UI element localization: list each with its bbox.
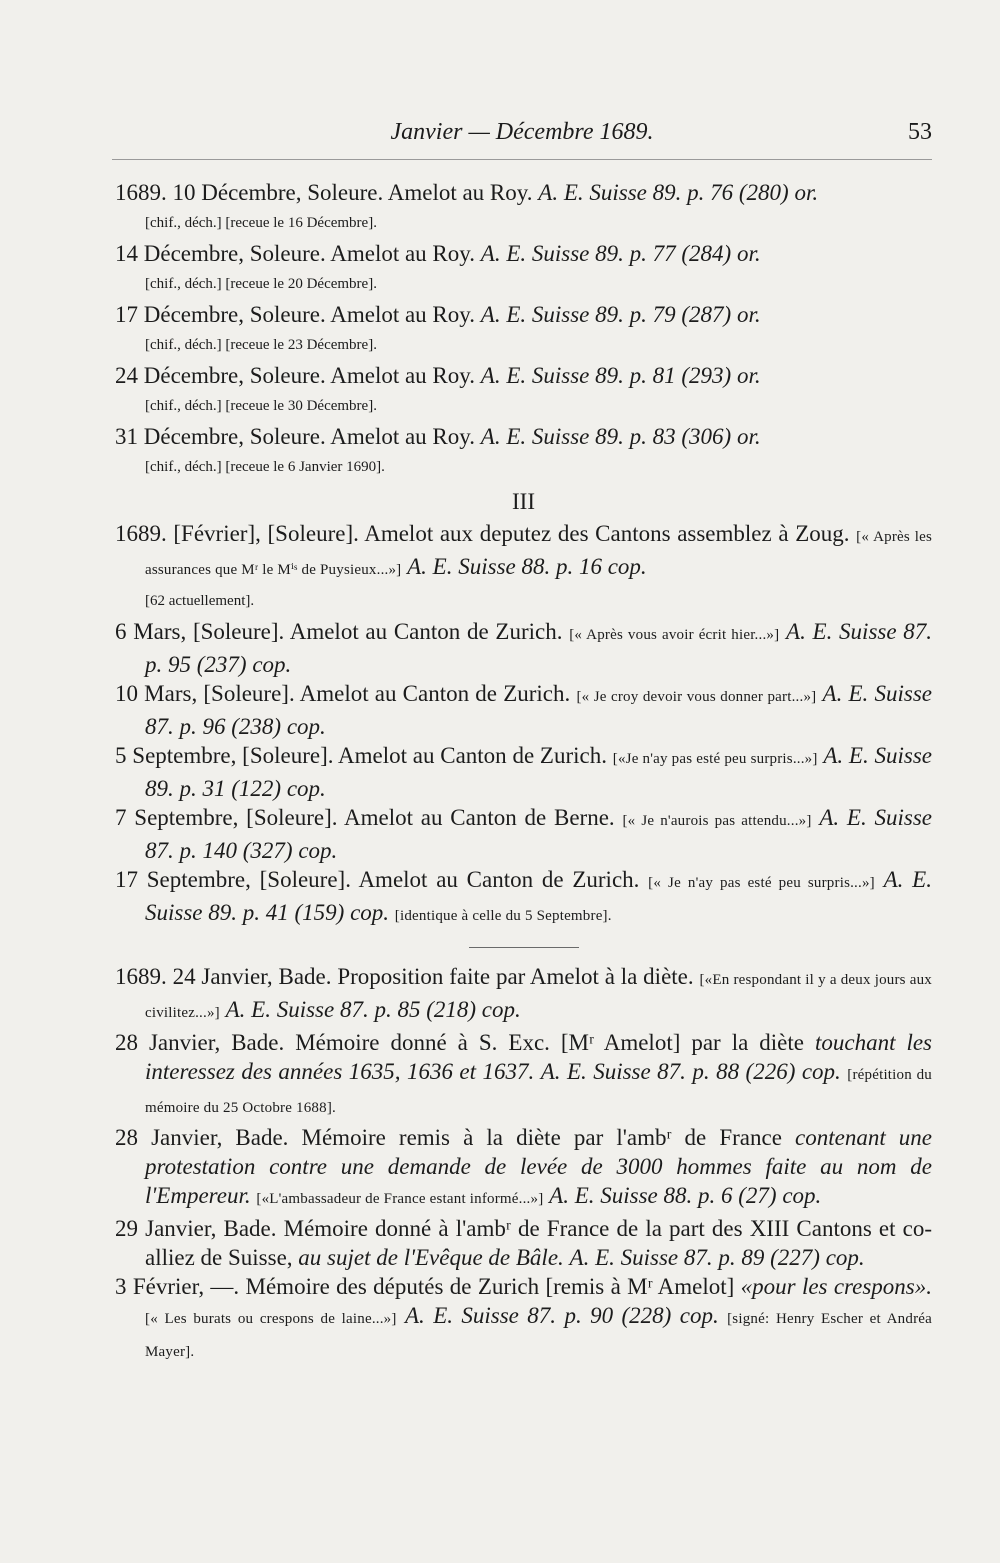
entry-ref: A. E. Suisse 89. p. 76 (280) or.	[538, 180, 819, 205]
entry-head: 29 Janvier, Bade. Mémoire donné à l'ambʳ de France de la part des XIII Cantons et co-alliez de Suisse,	[115, 1216, 932, 1270]
entry-italic: contenant une protestation contre une demande de levée de 3000 hommes faite au nom de l'Empereur.	[145, 1125, 933, 1208]
entry-head: 31 Décembre, Soleure. Amelot au Roy.	[115, 424, 476, 449]
entry-head: 17 Décembre, Soleure. Amelot au Roy.	[115, 302, 476, 327]
running-header	[112, 115, 932, 160]
entry-quote: [« Après vous avoir écrit hier...»]	[569, 627, 780, 643]
entry-head: 28 Janvier, Bade. Mémoire remis à la diète par l'ambʳ de France	[115, 1125, 782, 1150]
entry-ref: A. E. Suisse 89. p. 79 (287) or.	[480, 302, 761, 327]
entry-note: [chif., déch.] [receue le 20 Décembre].	[145, 276, 377, 292]
entry-head: 7 Septembre, [Soleure]. Amelot au Canton de Berne.	[115, 805, 615, 830]
entry-ref: A. E. Suisse 88. p. 16 cop.	[407, 554, 647, 579]
entry-quote: [« Je croy devoir vous donner part...»]	[576, 689, 817, 705]
entry-1689-09-05	[115, 741, 932, 803]
entry-italic: au sujet de l'Evêque de Bâle.	[298, 1245, 564, 1270]
entry-head: 24 Décembre, Soleure. Amelot au Roy.	[115, 363, 476, 388]
entry-head: 6 Mars, [Soleure]. Amelot au Canton de Zurich.	[115, 619, 563, 644]
entry-italic: «pour les crespons».	[740, 1274, 933, 1299]
entry-ref: A. E. Suisse 87. p. 96 (238) cop.	[145, 681, 932, 739]
entry-quote: [« Je n'aurois pas attendu...»]	[622, 813, 812, 829]
entry-ref: A. E. Suisse 89. p. 83 (306) or.	[480, 424, 761, 449]
entry-1689-12-10	[115, 178, 932, 239]
entry-1689-12-14	[115, 239, 932, 300]
entry-1689-09-07	[115, 803, 932, 865]
entry-head: 3 Février, —. Mémoire des députés de Zurich [remis à Mʳ Amelot]	[115, 1274, 735, 1299]
entry-1689-01-28b	[115, 1123, 932, 1214]
entry-note: [répétition du mémoire du 25 Octobre 1688].	[145, 1067, 933, 1116]
entry-quote: [« Les burats ou crespons de laine...»]	[145, 1311, 397, 1327]
entry-ref: A. E. Suisse 87. p. 85 (218) cop.	[225, 997, 521, 1022]
entry-head: 1689. 10 Décembre, Soleure. Amelot au Roy.	[115, 180, 533, 205]
entry-1689-12-17	[115, 300, 932, 361]
entry-quote: [« Je n'ay pas esté peu surpris...»]	[648, 875, 875, 891]
header-title: Janvier — Décembre 1689.	[390, 119, 654, 145]
entry-1689-09-17	[115, 865, 932, 931]
entry-ref: A. E. Suisse 87. p. 90 (228) cop.	[404, 1303, 719, 1328]
entry-head: 14 Décembre, Soleure. Amelot au Roy.	[115, 241, 476, 266]
section-divider	[469, 947, 579, 948]
entry-1689-01-28a	[115, 1028, 932, 1123]
entry-note: [chif., déch.] [receue le 6 Janvier 1690].	[145, 459, 385, 475]
entry-1689-fevrier	[115, 519, 932, 617]
entry-head: 5 Septembre, [Soleure]. Amelot au Canton de Zurich.	[115, 743, 607, 768]
entry-quote: [«Je n'ay pas esté peu surpris...»]	[612, 751, 818, 767]
entry-note: [chif., déch.] [receue le 16 Décembre].	[145, 215, 377, 231]
entry-1689-01-24	[115, 962, 932, 1028]
entry-1689-12-24	[115, 361, 932, 422]
entry-ref: A. E. Suisse 87. p. 88 (226) cop.	[540, 1059, 841, 1084]
entry-note: [chif., déch.] [receue le 30 Décembre].	[145, 398, 377, 414]
entry-1689-01-29	[115, 1214, 932, 1272]
entry-head: 1689. [Février], [Soleure]. Amelot aux deputez des Cantons assemblez à Zoug.	[115, 521, 850, 546]
section-heading: III	[512, 489, 535, 514]
entry-note: [chif., déch.] [receue le 23 Décembre].	[145, 337, 377, 353]
entry-quote: [« Après les assurances que Mʳ le Mⁱˢ de Puysieux...»]	[145, 529, 933, 578]
entry-note: [62 actuellement].	[145, 593, 255, 609]
entry-italic: touchant les interessez des années 1635, 1636 et 1637.	[145, 1030, 932, 1084]
entry-quote: [«En respondant il y a deux jours aux civilitez...»]	[145, 972, 932, 1021]
entry-1689-03-06	[115, 617, 932, 679]
entry-head: 1689. 24 Janvier, Bade. Proposition faite par Amelot à la diète.	[115, 964, 694, 989]
entry-1689-02-03	[115, 1272, 932, 1367]
entry-head: 28 Janvier, Bade. Mémoire donné à S. Exc. [Mʳ Amelot] par la diète	[115, 1030, 804, 1055]
entry-ref: A. E. Suisse 89. p. 77 (284) or.	[480, 241, 761, 266]
entry-1689-03-10	[115, 679, 932, 741]
entry-ref: A. E. Suisse 89. p. 81 (293) or.	[480, 363, 761, 388]
entry-ref: A. E. Suisse 87. p. 140 (327) cop.	[145, 805, 933, 863]
page-number: 53	[908, 119, 932, 145]
entry-ref: A. E. Suisse 87. p. 95 (237) cop.	[145, 619, 933, 677]
entry-note: [identique à celle du 5 Septembre].	[394, 908, 612, 924]
entry-ref: A. E. Suisse 88. p. 6 (27) cop.	[549, 1183, 822, 1208]
entry-ref: A. E. Suisse 87. p. 89 (227) cop.	[569, 1245, 865, 1270]
entry-ref: A. E. Suisse 89. p. 31 (122) cop.	[145, 743, 932, 801]
entry-note: [signé: Henry Escher et Andréa Mayer].	[145, 1311, 932, 1360]
entry-head: 17 Septembre, [Soleure]. Amelot au Canton de Zurich.	[115, 867, 640, 892]
entry-ref: A. E. Suisse 89. p. 41 (159) cop.	[145, 867, 932, 925]
entry-1689-12-31	[115, 422, 932, 483]
entry-head: 10 Mars, [Soleure]. Amelot au Canton de Zurich.	[115, 681, 571, 706]
page-body	[115, 178, 932, 1367]
entry-quote: [«L'ambassadeur de France estant informé...»]	[256, 1191, 544, 1207]
